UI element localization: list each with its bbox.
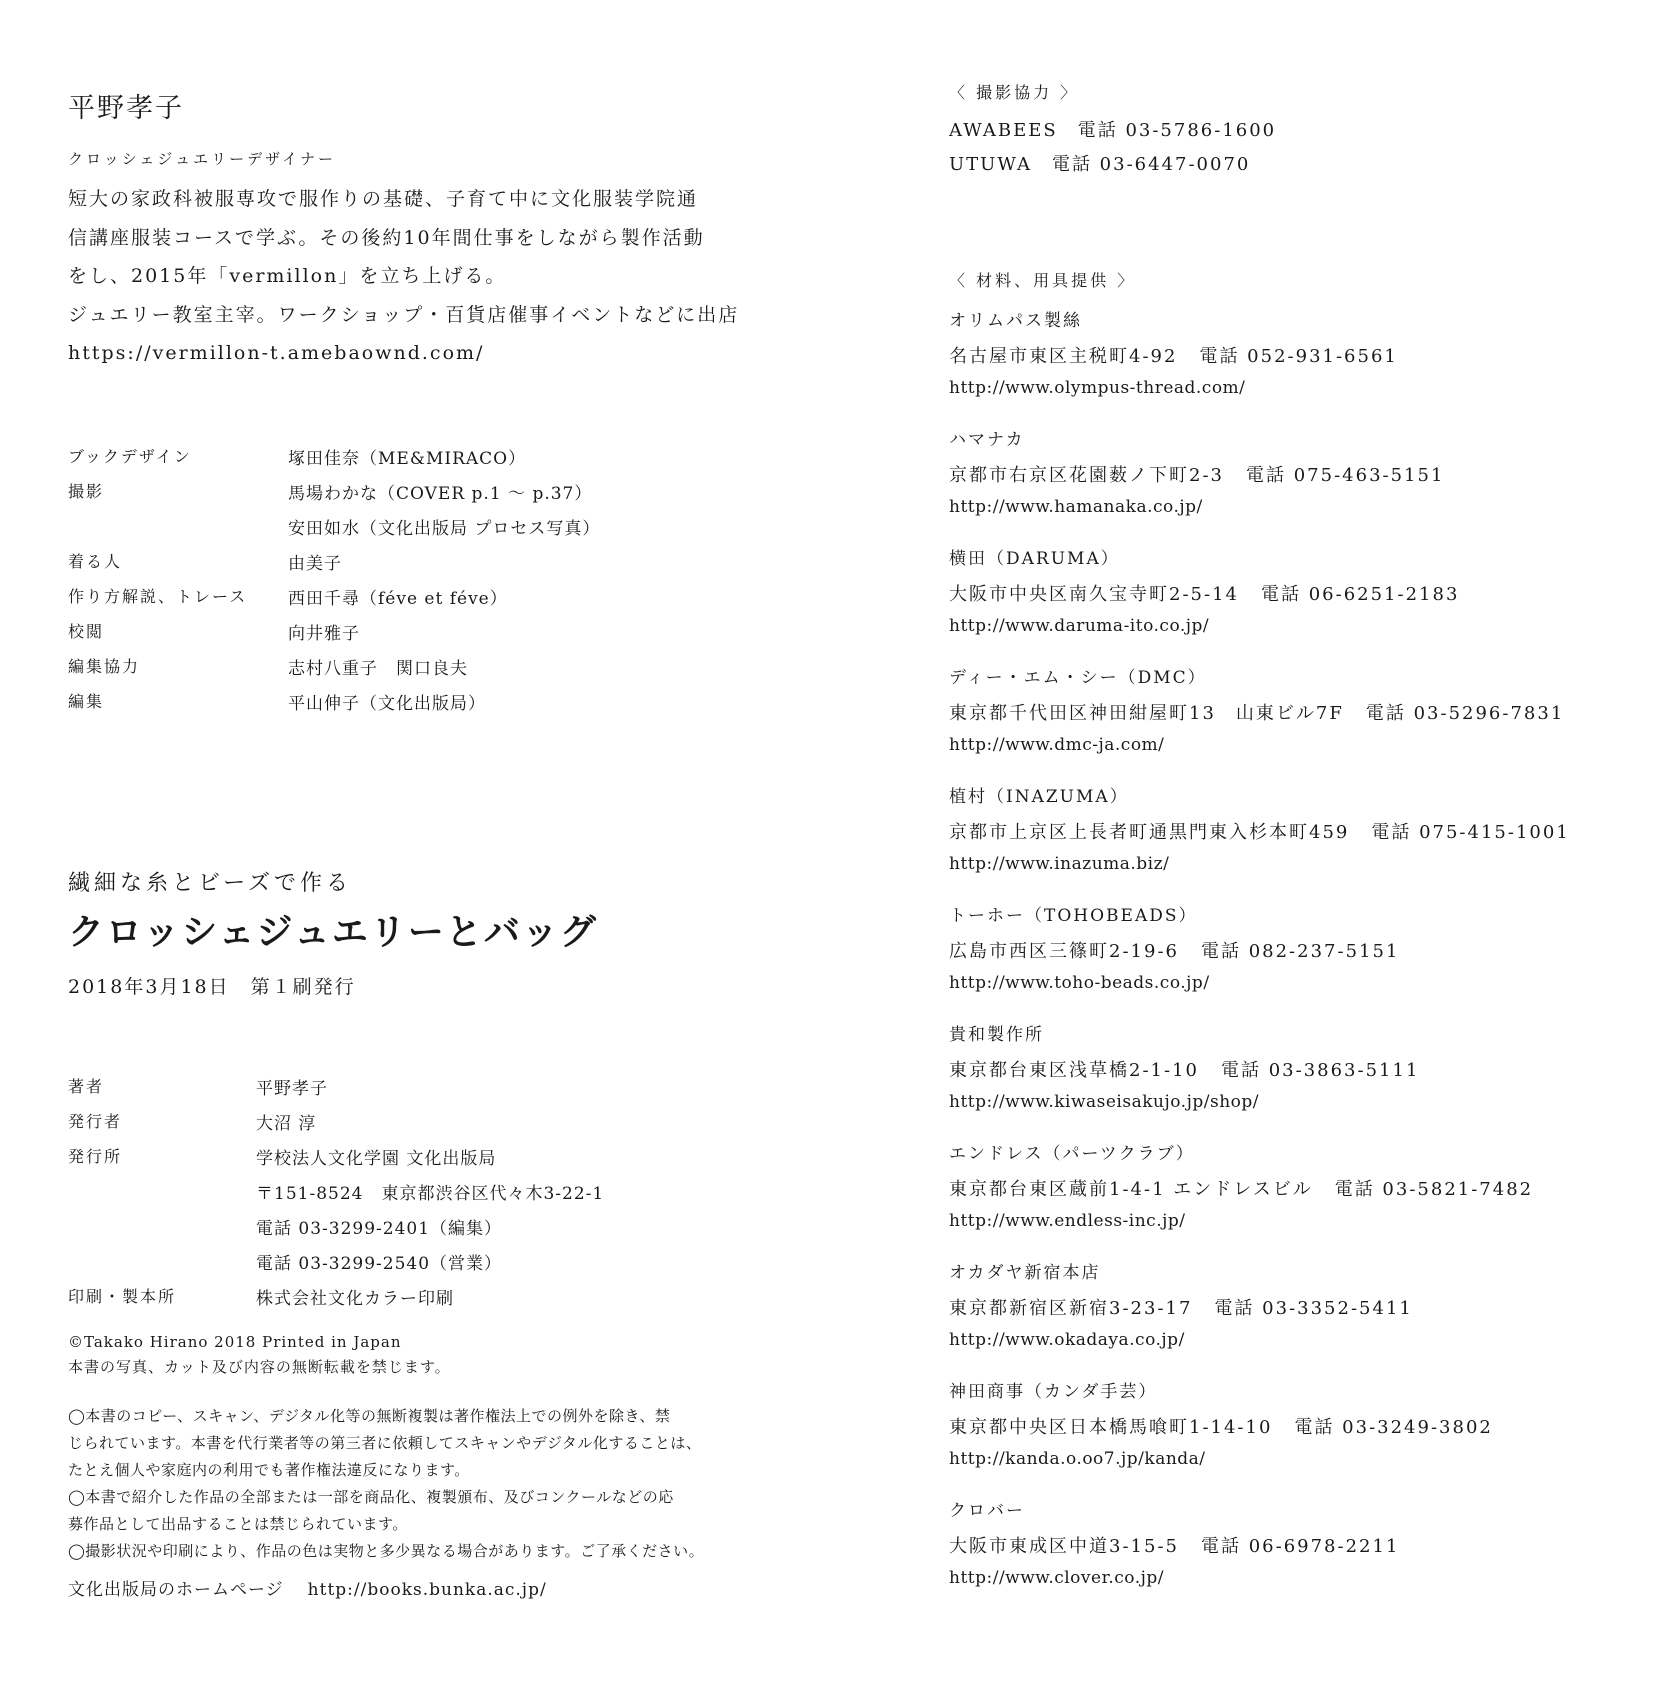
supplier-url[interactable]: http://www.olympus-thread.com/ [949, 378, 1246, 398]
address-text: 東京都千代田区神田紺屋町13 山東ビル7F [949, 703, 1344, 724]
legal-notice [68, 1403, 758, 1565]
pub-value: 平野孝子 [256, 1079, 328, 1099]
pub-value: 株式会社文化カラー印刷 [256, 1289, 454, 1309]
supplier-name: 貴和製作所 [949, 1025, 1044, 1045]
notice-line: 募作品として出品することは禁じられています。 [68, 1515, 408, 1533]
notice-line: ◯本書で紹介した作品の全部または一部を商品化、複製頒布、及びコンクールなどの応 [68, 1488, 674, 1506]
credit-value: 安田如水（文化出版局 プロセス写真） [288, 519, 601, 539]
pub-value: 学校法人文化学園 文化出版局 [256, 1149, 497, 1169]
supplier-name: エンドレス（パーツクラブ） [949, 1144, 1195, 1164]
supplier-address [949, 1294, 1629, 1330]
address-text: 京都市右京区花園薮ノ下町2-3 [949, 465, 1224, 486]
partner-name: UTUWA [949, 154, 1032, 175]
address-text: 広島市西区三篠町2-19-6 [949, 941, 1179, 962]
pub-value: 電話 03-3299-2540（営業） [256, 1254, 503, 1274]
bio-line: 信講座服装コースで学ぶ。その後約10年間仕事をしながら製作活動 [68, 226, 705, 249]
supplier-address [949, 1175, 1629, 1211]
bio-line: ジュエリー教室主宰。ワークショップ・百貨店催事イベントなどに出店 [68, 303, 740, 326]
supplier-url[interactable]: http://www.dmc-ja.com/ [949, 735, 1165, 755]
credit-value: 平山伸子（文化出版局） [288, 694, 486, 714]
pub-value: 〒151-8524 東京都渋谷区代々木3-22-1 [256, 1184, 605, 1204]
copyright-line: ©Takako Hirano 2018 Printed in Japan [68, 1333, 402, 1351]
pub-value: 電話 03-3299-2401（編集） [256, 1219, 503, 1239]
supplier-entry [949, 1496, 1629, 1615]
supplier-address [949, 818, 1629, 854]
credit-value: 由美子 [288, 554, 342, 574]
supplier-tel: 電話 06-6978-2211 [1200, 1536, 1400, 1557]
supplier-entry [949, 901, 1629, 1020]
credit-value: 向井雅子 [288, 624, 360, 644]
partner-tel: 電話 03-6447-0070 [1051, 154, 1251, 175]
supplier-address [949, 699, 1629, 735]
book-title: クロッシェジュエリーとバッグ [68, 911, 598, 953]
book-subtitle: 繊細な糸とビーズで作る [68, 871, 353, 896]
supplier-tel: 電話 03-3863-5111 [1220, 1060, 1420, 1081]
credit-value: 志村八重子 関口良夫 [288, 659, 468, 679]
supplier-url[interactable]: http://www.daruma-ito.co.jp/ [949, 616, 1210, 636]
supplier-entry [949, 1258, 1629, 1377]
address-text: 名古屋市東区主税町4-92 [949, 346, 1178, 367]
supplier-address [949, 937, 1629, 973]
supplier-name: 植村（INAZUMA） [949, 787, 1129, 807]
pub-label: 発行者 [68, 1112, 123, 1131]
address-text: 東京都中央区日本橋馬喰町1-14-10 [949, 1417, 1273, 1438]
supplier-entry [949, 544, 1629, 663]
address-text: 大阪市東成区中道3-15-5 [949, 1536, 1179, 1557]
notice-line: ◯本書のコピー、スキャン、デジタル化等の無断複製は著作権法上での例外を除き、禁 [68, 1407, 671, 1425]
supplier-address [949, 1413, 1629, 1449]
notice-line: たとえ個人や家庭内の利用でも著作権法違反になります。 [68, 1461, 470, 1479]
pub-label: 著者 [68, 1077, 105, 1096]
supplier-entry [949, 663, 1629, 782]
supplier-name: ハマナカ [949, 430, 1025, 450]
supplier-name: 神田商事（カンダ手芸） [949, 1382, 1158, 1402]
copyright-block [68, 1330, 451, 1380]
publisher-homepage [68, 1575, 547, 1600]
supplier-entry [949, 782, 1629, 901]
shooting-partner [949, 116, 1629, 150]
publication-date: 2018年3月18日 第１刷発行 [68, 976, 356, 998]
credit-label: 撮影 [68, 482, 105, 501]
supplier-name: トーホー（TOHOBEADS） [949, 906, 1198, 926]
supplier-tel: 電話 03-5296-7831 [1365, 703, 1565, 724]
supplier-url[interactable]: http://www.toho-beads.co.jp/ [949, 973, 1210, 993]
supplier-name: オカダヤ新宿本店 [949, 1263, 1101, 1283]
supplier-entry [949, 425, 1629, 544]
author-bio [68, 180, 768, 373]
supplier-url[interactable]: http://www.kiwaseisakujo.jp/shop/ [949, 1092, 1259, 1112]
supplier-entry [949, 306, 1629, 425]
supplier-entry [949, 1377, 1629, 1496]
credit-label: 編集 [68, 692, 105, 711]
address-text: 東京都台東区蔵前1-4-1 エンドレスビル [949, 1179, 1313, 1200]
bio-line: 短大の家政科被服専攻で服作りの基礎、子育て中に文化服装学院通 [68, 188, 699, 210]
supplier-address [949, 461, 1629, 497]
address-text: 東京都台東区浅草橋2-1-10 [949, 1060, 1199, 1081]
supplier-address [949, 580, 1629, 616]
supplier-address [949, 1056, 1629, 1092]
supplier-entry [949, 1020, 1629, 1139]
materials-heading: 〈 材料、用具提供 〉 [949, 271, 1137, 290]
partner-name: AWABEES [949, 120, 1058, 141]
supplier-url[interactable]: http://www.clover.co.jp/ [949, 1568, 1164, 1588]
supplier-tel: 電話 052-931-6561 [1199, 346, 1398, 367]
credit-value: 西田千尋（féve et féve） [288, 589, 508, 609]
homepage-url[interactable]: http://books.bunka.ac.jp/ [307, 1580, 547, 1600]
address-text: 大阪市中央区南久宝寺町2-5-14 [949, 584, 1239, 605]
supplier-name: オリムパス製絲 [949, 311, 1082, 331]
supplier-name: 横田（DARUMA） [949, 549, 1120, 569]
address-text: 東京都新宿区新宿3-23-17 [949, 1298, 1193, 1319]
supplier-address [949, 1532, 1629, 1568]
credit-value: 馬場わかな（COVER p.1 ～ p.37） [288, 484, 593, 504]
supplier-tel: 電話 075-415-1001 [1371, 822, 1570, 843]
supplier-name: ディー・エム・シー（DMC） [949, 668, 1207, 688]
notice-line: ◯撮影状況や印刷により、作品の色は実物と多少異なる場合があります。ご了承ください。 [68, 1542, 705, 1560]
credit-label: 作り方解説、トレース [68, 587, 248, 606]
supplier-tel: 電話 03-5821-7482 [1334, 1179, 1534, 1200]
notice-line: じられています。本書を代行業者等の第三者に依頼してスキャンやデジタル化することは、 [68, 1434, 702, 1452]
pub-label: 発行所 [68, 1147, 123, 1166]
credit-label: ブックデザイン [68, 447, 192, 466]
supplier-tel: 電話 03-3249-3802 [1294, 1417, 1493, 1438]
supplier-tel: 電話 082-237-5151 [1200, 941, 1400, 962]
credit-label: 校閲 [68, 622, 105, 641]
supplier-url[interactable]: http://www.inazuma.biz/ [949, 854, 1170, 874]
author-title: クロッシェジュエリーデザイナー [68, 150, 337, 168]
supplier-tel: 電話 03-3352-5411 [1214, 1298, 1413, 1319]
partner-tel: 電話 03-5786-1600 [1077, 120, 1277, 141]
shooting-partner [949, 150, 1629, 184]
supplier-url[interactable]: http://www.endless-inc.jp/ [949, 1211, 1186, 1231]
supplier-url[interactable]: http://www.hamanaka.co.jp/ [949, 497, 1203, 517]
bio-url[interactable]: https://vermillon-t.amebaownd.com/ [68, 342, 485, 364]
cooperation-column [949, 80, 1629, 1615]
credit-value: 塚田佳奈（ME&MIRACO） [288, 449, 527, 469]
homepage-label: 文化出版局のホームページ [68, 1580, 284, 1600]
author-name: 平野孝子 [68, 93, 184, 124]
supplier-address [949, 342, 1629, 378]
supplier-tel: 電話 06-6251-2183 [1260, 584, 1460, 605]
credit-label: 編集協力 [68, 657, 141, 676]
pub-value: 大沼 淳 [256, 1114, 317, 1134]
supplier-url[interactable]: http://www.okadaya.co.jp/ [949, 1330, 1185, 1350]
pub-label: 印刷・製本所 [68, 1287, 177, 1306]
supplier-url[interactable]: http://kanda.o.oo7.jp/kanda/ [949, 1449, 1206, 1469]
supplier-tel: 電話 075-463-5151 [1246, 465, 1445, 486]
shooting-cooperation-heading: 〈 撮影協力 〉 [949, 83, 1080, 102]
credit-label: 着る人 [68, 552, 123, 571]
supplier-entry [949, 1139, 1629, 1258]
copyright-notice: 本書の写真、カット及び内容の無断転載を禁じます。 [68, 1358, 451, 1376]
supplier-name: クロバー [949, 1501, 1025, 1521]
address-text: 京都市上京区上長者町通黒門東入杉本町459 [949, 822, 1350, 843]
bio-line: をし、2015年「vermillon」を立ち上げる。 [68, 265, 507, 287]
